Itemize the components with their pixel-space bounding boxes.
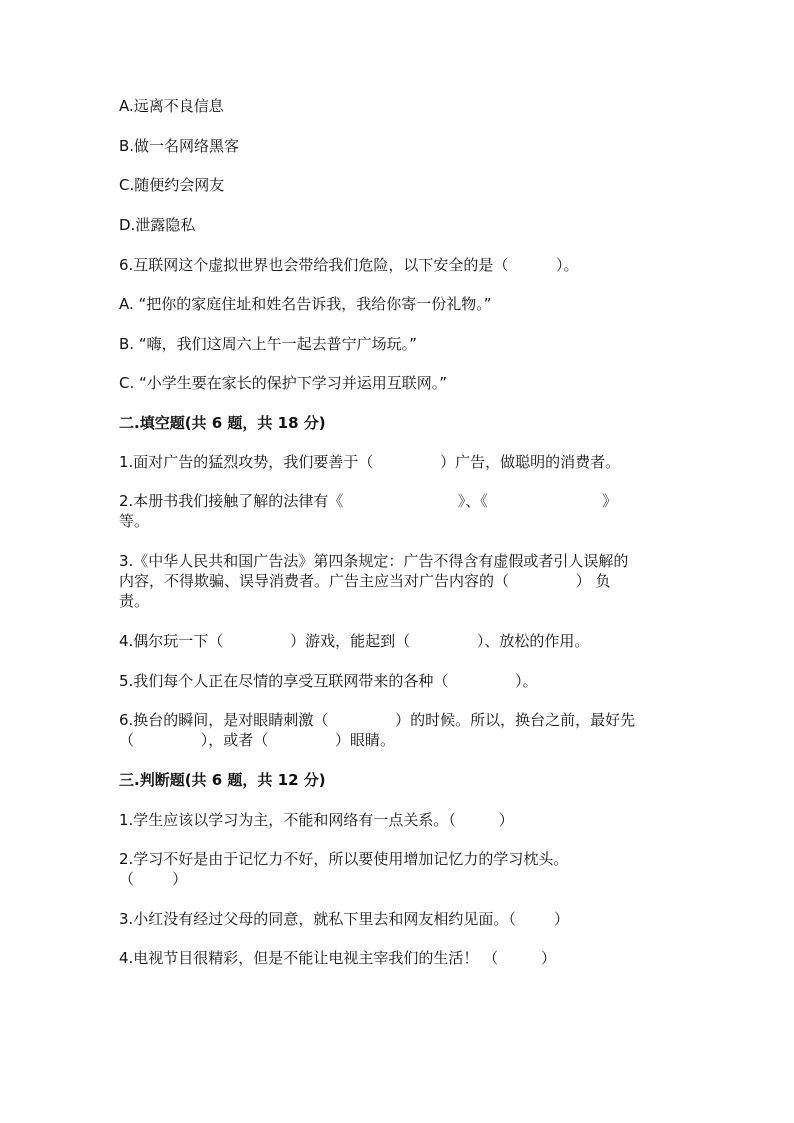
q5-option-a: A.远离不良信息 (119, 97, 224, 115)
judge-question-2: 2.学习不好是由于记忆力不好，所以要使用增加记忆力的学习枕头。 （ ） (119, 850, 569, 888)
judge-question-3: 3.小红没有经过父母的同意，就私下里去和网友相约见面。（ ） (119, 910, 569, 928)
fill-question-5: 5.我们每个人正在尽情的享受互联网带来的各种（ ）。 (119, 672, 538, 690)
q6-option-b: B. “嗨，我们这周六上午一起去普宁广场玩。” (119, 335, 417, 353)
fill-question-1: 1.面对广告的猛烈攻势，我们要善于（ ）广告，做聪明的消费者。 (119, 453, 621, 471)
q5-option-c: C.随便约会网友 (119, 176, 225, 194)
q6-option-a: A. “把你的家庭住址和姓名告诉我，我给你寄一份礼物。” (119, 295, 492, 313)
fill-question-6: 6.换台的瞬间，是对眼睛刺激（ ）的时候。所以，换台之前，最好先 （ ），或者（ ）眼睛。 (119, 711, 636, 749)
judge-question-4: 4.电视节目很精彩，但是不能让电视主宰我们的生活！ （ ） (119, 949, 556, 967)
fill-question-4: 4.偶尔玩一下（ ）游戏，能起到（ ）、放松的作用。 (119, 632, 590, 650)
judge-question-1: 1.学生应该以学习为主，不能和网络有一点关系。（ ） (119, 811, 514, 829)
q6-option-c: C. “小学生要在家长的保护下学习并运用互联网。” (119, 374, 448, 392)
fill-question-3: 3.《中华人民共和国广告法》第四条规定：广告不得含有虚假或者引人误解的 内容，不得欺骗、误导消费者。广告主应当对广告内容的（ ） 负 责。 (119, 552, 629, 610)
q6-stem: 6.互联网这个虚拟世界也会带给我们危险，以下安全的是（ ）。 (119, 256, 579, 274)
section2-title: 二.填空题(共 6 题，共 18 分) (119, 414, 326, 432)
q5-option-b: B.做一名网络黑客 (119, 137, 240, 155)
section3-title: 三.判断题(共 6 题，共 12 分) (119, 771, 326, 789)
q5-option-d: D.泄露隐私 (119, 216, 196, 234)
fill-question-2: 2.本册书我们接触了解的法律有《 》、《 》 等。 (119, 492, 618, 530)
